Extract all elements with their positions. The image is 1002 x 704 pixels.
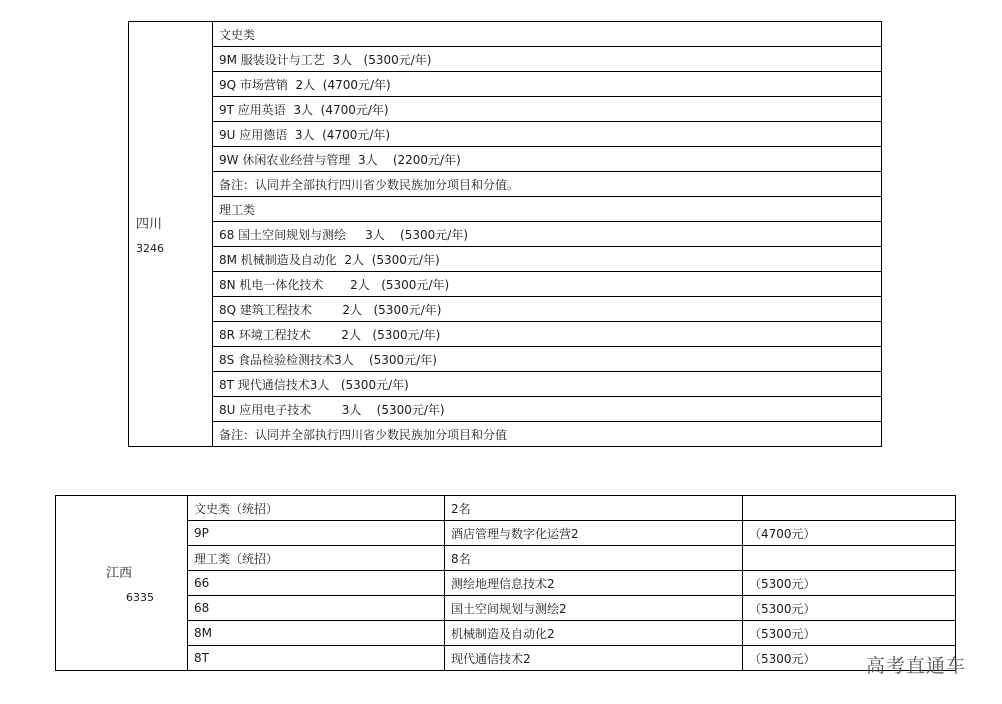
watermark: 高考直通车 <box>866 655 967 677</box>
table-row <box>56 646 956 671</box>
row-text: 备注：认同并全部执行四川省少数民族加分项目和分值 <box>213 422 882 447</box>
cell-a: 8M <box>188 621 445 646</box>
table-row <box>129 22 882 47</box>
cell-c: （4700元） <box>743 521 956 546</box>
table-row <box>129 147 882 172</box>
cell-a: 理工类（统招） <box>188 546 445 571</box>
table-row <box>56 596 956 621</box>
cell-c: （5300元） <box>743 596 956 621</box>
table-row <box>129 172 882 197</box>
table-row <box>129 322 882 347</box>
table-row <box>129 97 882 122</box>
row-text: 9M 服装设计与工艺 3人 (5300元/年) <box>213 47 882 72</box>
cell-b: 2名 <box>445 496 743 521</box>
table-row <box>56 571 956 596</box>
row-text: 9W 休闲农业经营与管理 3人 (2200元/年) <box>213 147 882 172</box>
province-cell <box>56 496 188 671</box>
cell-b: 8名 <box>445 546 743 571</box>
table-row <box>129 347 882 372</box>
table-row <box>129 372 882 397</box>
cell-a: 66 <box>188 571 445 596</box>
row-text: 68 国土空间规划与测绘 3人 (5300元/年) <box>213 222 882 247</box>
cell-c <box>743 546 956 571</box>
table-row <box>56 521 956 546</box>
row-text: 理工类 <box>213 197 882 222</box>
cell-b: 国土空间规划与测绘2 <box>445 596 743 621</box>
row-text: 文史类 <box>213 22 882 47</box>
row-text: 8U 应用电子技术 3人 (5300元/年) <box>213 397 882 422</box>
cell-b: 酒店管理与数字化运营2 <box>445 521 743 546</box>
table-row <box>129 297 882 322</box>
cell-c: （5300元） <box>743 646 956 671</box>
cell-b: 测绘地理信息技术2 <box>445 571 743 596</box>
cell-a: 68 <box>188 596 445 621</box>
row-text: 9Q 市场营销 2人 (4700元/年) <box>213 72 882 97</box>
table-row <box>129 397 882 422</box>
cell-a: 文史类（统招） <box>188 496 445 521</box>
cell-c <box>743 496 956 521</box>
table-row <box>129 72 882 97</box>
row-text: 8Q 建筑工程技术 2人 (5300元/年) <box>213 297 882 322</box>
row-text: 8N 机电一体化技术 2人 (5300元/年) <box>213 272 882 297</box>
cell-c: （5300元） <box>743 571 956 596</box>
jiangxi-table <box>55 495 956 671</box>
table-row <box>129 197 882 222</box>
table-row <box>129 222 882 247</box>
table-row <box>129 47 882 72</box>
row-text: 9U 应用德语 3人 (4700元/年) <box>213 122 882 147</box>
table-row <box>129 122 882 147</box>
province-code: 3246 <box>136 242 164 255</box>
table-row <box>56 546 956 571</box>
table-row <box>56 621 956 646</box>
table-row <box>129 422 882 447</box>
row-text: 8T 现代通信技术3人 (5300元/年) <box>213 372 882 397</box>
province-cell <box>129 22 213 447</box>
table-row <box>129 272 882 297</box>
row-text: 8S 食品检验检测技术3人 (5300元/年) <box>213 347 882 372</box>
row-text: 8R 环境工程技术 2人 (5300元/年) <box>213 322 882 347</box>
cell-c: （5300元） <box>743 621 956 646</box>
cell-b: 现代通信技术2 <box>445 646 743 671</box>
cell-b: 机械制造及自动化2 <box>445 621 743 646</box>
table-row <box>129 247 882 272</box>
row-text: 8M 机械制造及自动化 2人 (5300元/年) <box>213 247 882 272</box>
province-code: 6335 <box>126 591 154 604</box>
table-row <box>56 496 956 521</box>
cell-a: 8T <box>188 646 445 671</box>
province-name: 四川 <box>136 217 163 232</box>
sichuan-table <box>128 21 882 447</box>
province-name: 江西 <box>106 566 133 581</box>
row-text: 备注：认同并全部执行四川省少数民族加分项目和分值。 <box>213 172 882 197</box>
row-text: 9T 应用英语 3人 (4700元/年) <box>213 97 882 122</box>
cell-a: 9P <box>188 521 445 546</box>
